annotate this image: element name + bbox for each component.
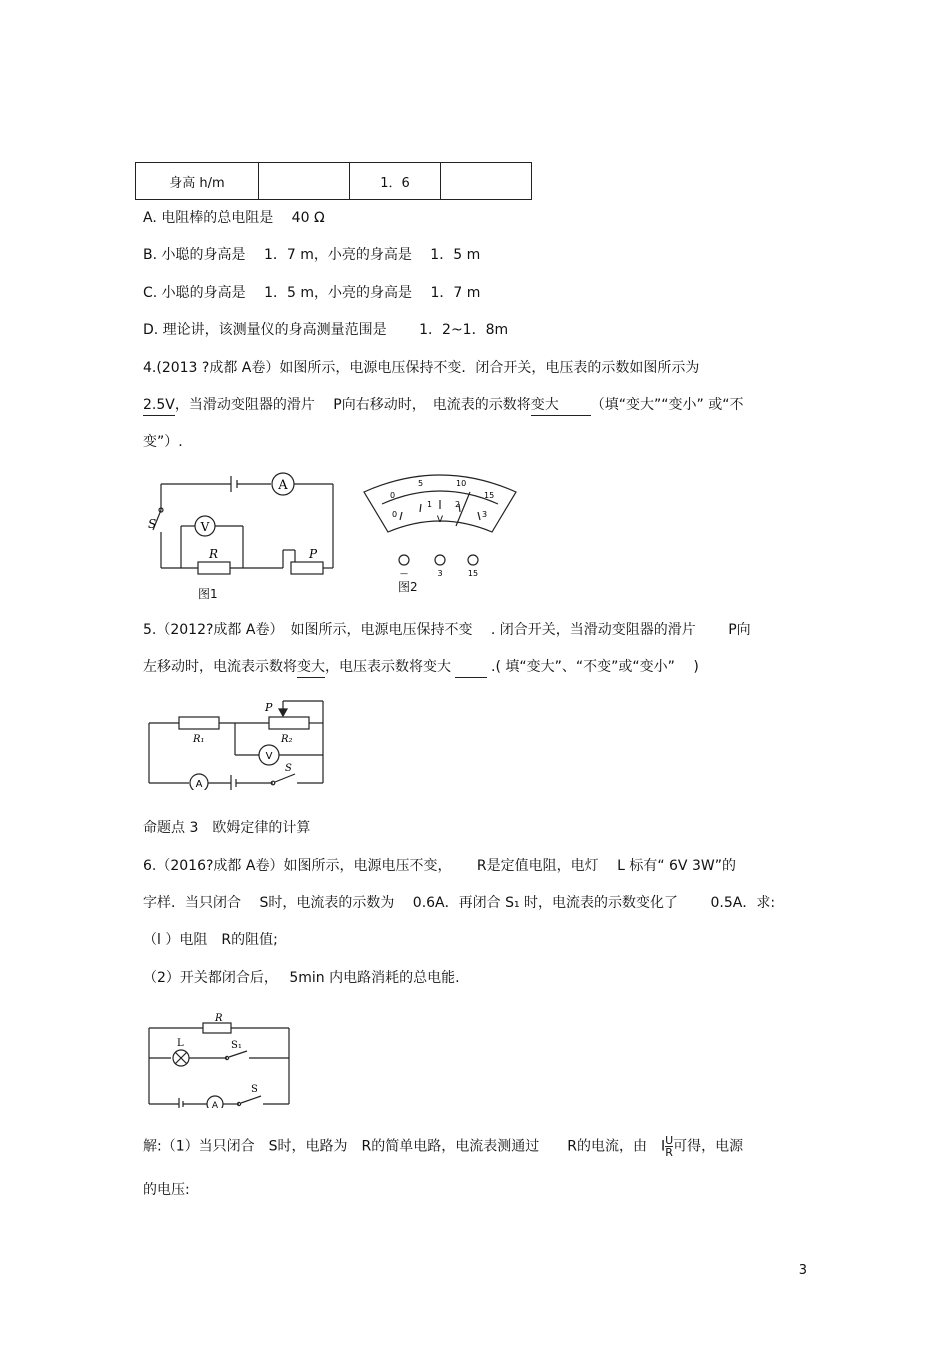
solution-line2: 的电压: [143, 1182, 190, 1198]
q5-figure [143, 695, 333, 790]
meter-outer-tick: 15 [484, 491, 495, 500]
q5-switch-label: S [285, 763, 292, 774]
fraction-numerator: U [665, 1134, 674, 1147]
meter-inner-tick: 3 [482, 510, 488, 519]
meter-terminal: 3 [437, 569, 443, 578]
q5-blank [455, 657, 487, 678]
option-c: C. 小聪的身高是 1．5 m，小亮的身高是 1．7 m [143, 285, 481, 301]
ammeter-label: A [278, 478, 288, 493]
q6-ammeter-label: A [211, 1101, 219, 1108]
q5-r1-label: R₁ [193, 734, 205, 745]
q5-slider-label: P [265, 701, 273, 714]
table-row [136, 163, 532, 200]
q4-line1: 4.(2013 ?成都 A卷）如图所示，电源电压保持不变．闭合开关，电压表的示数如图所示为 [143, 360, 700, 376]
solution-text-start: 解:（1）当只闭合 S时，电路为 R的简单电路，电流表测通过 R的电流，由 I [143, 1138, 666, 1155]
page-number: 3 [798, 1263, 807, 1278]
figure1-caption: 图1 [198, 587, 218, 601]
table-row-label: 身高 h/m [136, 163, 259, 200]
option-a: A. 电阻棒的总电阻是 40 Ω [143, 210, 325, 226]
q4-answer2: 变大 [531, 395, 591, 416]
figure2-caption: 图2 [398, 580, 418, 594]
q5-ammeter-label: A [195, 779, 203, 790]
q4-figure1 [143, 470, 343, 600]
meter-inner-tick: 1 [427, 500, 433, 509]
resistor-label: R [209, 547, 219, 561]
meter-outer-tick: 0 [390, 491, 396, 500]
solution-line1 [143, 1135, 743, 1158]
q4-line3: 变”）. [143, 434, 183, 450]
q6-figure [143, 1008, 293, 1108]
table-cell [259, 163, 350, 200]
meter-unit: V [436, 515, 444, 525]
meter-outer-tick: 10 [456, 479, 467, 488]
q5-voltmeter-label: V [265, 751, 273, 762]
section-heading: 命题点 3 欧姆定律的计算 [143, 820, 311, 836]
q6-resistor-label: R [215, 1013, 223, 1024]
voltmeter-label: V [200, 520, 210, 534]
meter-terminal: 15 [467, 569, 479, 578]
q5-line2-mid: ，电压表示数将变大 [325, 659, 451, 675]
q5-r2-label: R₂ [281, 734, 293, 745]
q6-s1-label: S₁ [231, 1040, 242, 1051]
q5-answer1: 变大 [297, 657, 325, 678]
fraction-denominator: R [665, 1146, 673, 1159]
q5-line1: 5.（2012?成都 A卷） 如图所示，电源电压保持不变 . 闭合开关，当滑动变阻器的滑片 P向 [143, 622, 751, 638]
meter-outer-tick: 5 [418, 479, 424, 488]
table-cell: 1．6 [350, 163, 441, 200]
q6-line2: 字样．当只闭合 S时，电流表的示数为 0.6A．再闭合 S₁ 时，电流表的示数变化了 0.5A．求: [143, 895, 776, 911]
q4-line2 [143, 395, 743, 416]
q6-line4: （2）开关都闭合后， 5min 内电路消耗的总电能. [143, 970, 460, 986]
q6-switch-label: S [251, 1084, 258, 1095]
q5-line2-start: 左移动时，电流表示数将 [143, 659, 297, 675]
option-d: D. 理论讲，该测量仪的身高测量范围是 1．2~1．8m [143, 322, 509, 338]
q4-answer1: 2.5V [143, 395, 175, 416]
table-cell [441, 163, 532, 200]
meter-inner-tick: 0 [392, 510, 398, 519]
q6-lamp-label: L [177, 1038, 184, 1049]
q6-line1: 6.（2016?成都 A卷）如图所示，电源电压不变， R是定值电阻，电灯 L 标有“ 6V 3W”的 [143, 858, 736, 874]
q5-line2 [143, 657, 699, 678]
switch-label: S [148, 517, 157, 531]
height-table [135, 162, 532, 200]
q6-line3: （l ）电阻 R的阻值; [143, 932, 278, 948]
q4-figure2-voltmeter [360, 470, 520, 580]
q4-line2-mid: ，当滑动变阻器的滑片 P向右移动时， 电流表的示数将 [174, 397, 531, 413]
formula-fraction [665, 1135, 673, 1158]
slider-label: P [309, 547, 318, 561]
meter-inner-tick: 2 [455, 500, 461, 509]
q5-line2-end: .( 填“变大”、“不变”或“变小” ) [491, 659, 699, 675]
solution-text-end: 可得，电源 [673, 1138, 744, 1155]
meter-terminal: — [400, 569, 408, 578]
q4-line2-end: （填“变大”“变小” 或“不 [590, 397, 744, 413]
option-b: B. 小聪的身高是 1．7 m，小亮的身高是 1．5 m [143, 247, 481, 263]
